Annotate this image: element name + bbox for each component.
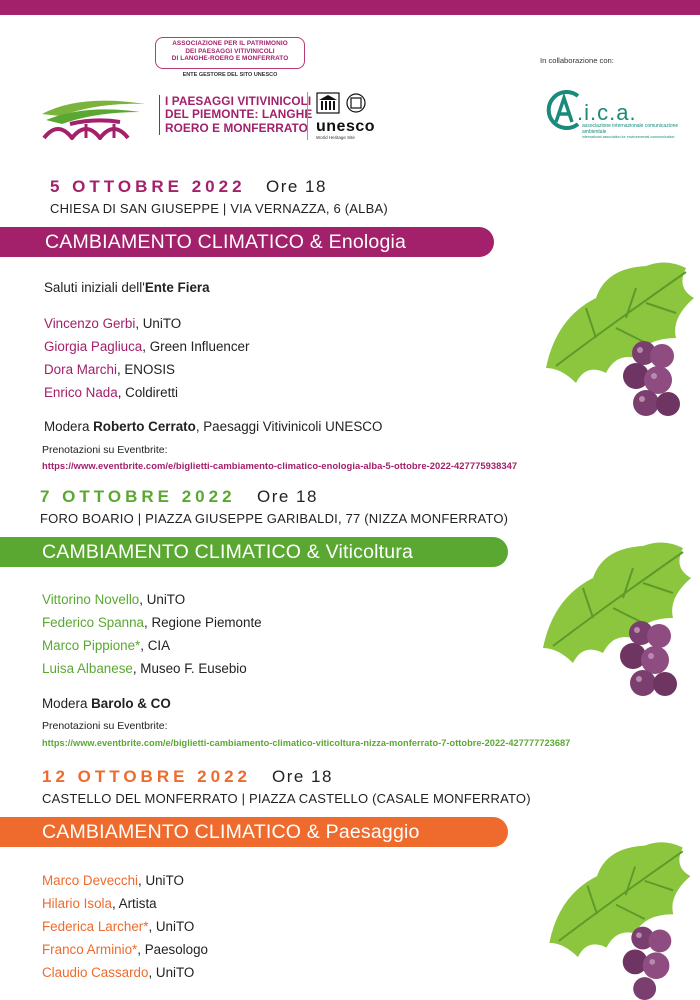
event-2-speaker — [42, 592, 185, 607]
grape-leaf-icon — [536, 838, 698, 1000]
speaker-affiliation: , UniTO — [139, 592, 186, 607]
speaker-name: Vincenzo Gerbi — [44, 316, 136, 331]
speaker-affiliation: , Museo F. Eusebio — [132, 661, 247, 676]
assoc-line-1: ASSOCIAZIONE PER IL PATRIMONIO — [172, 40, 288, 47]
event-3-title-band: CAMBIAMENTO CLIMATICO & Paesaggio — [0, 817, 508, 847]
event-1-speaker — [44, 339, 249, 354]
event-2-booking-link[interactable]: https://www.eventbrite.com/e/biglietti-cambiamento-climatico-viticoltura-nizza-monferrato-7-ottobre-2022-427777723687 — [42, 738, 571, 748]
top-color-bar — [0, 0, 700, 15]
speaker-affiliation: , Green Influencer — [142, 339, 250, 354]
speaker-name: Federico Spanna — [42, 615, 144, 630]
moderator-prefix: Modera — [42, 696, 92, 711]
event-3-speaker — [42, 919, 194, 934]
hills-logo-icon — [40, 94, 150, 140]
speaker-name: Giorgia Pagliuca — [44, 339, 143, 354]
speaker-name: Enrico Nada — [44, 385, 118, 400]
assoc-line-2: DEI PAESAGGI VITIVINICOLI — [185, 47, 275, 55]
event-2-speaker — [42, 638, 170, 653]
speaker-name: Franco Arminio* — [42, 942, 138, 957]
paesaggi-line-3: ROERO E MONFERRATO — [165, 120, 308, 135]
event-2-moderator — [42, 696, 171, 711]
speaker-affiliation: , Regione Piemonte — [144, 615, 262, 630]
event-1-intro — [44, 280, 210, 295]
speaker-affiliation: , CIA — [140, 638, 171, 653]
moderator-name: Barolo & CO — [91, 696, 171, 711]
event-1-moderator — [44, 419, 382, 434]
assoc-line-3: DI LANGHE-ROERO E MONFERRATO — [171, 55, 289, 63]
speaker-name: Federica Larcher* — [42, 919, 149, 934]
moderator-prefix: Modera — [44, 419, 94, 434]
event-3-place: CASTELLO DEL MONFERRATO | PIAZZA CASTELLO (CASALE MONFERRATO) — [42, 791, 531, 806]
aica-sub-line: associazione internazionale comunicazione ambientale — [582, 123, 679, 135]
speaker-affiliation: , Paesologo — [137, 942, 208, 957]
assoc-subtitle: ENTE GESTORE DEL SITO UNESCO — [182, 72, 278, 78]
intro-prefix: Saluti iniziali dell' — [44, 280, 145, 295]
speaker-affiliation: , ENOSIS — [116, 362, 175, 377]
association-logo — [155, 37, 305, 69]
event-1-title-band: CAMBIAMENTO CLIMATICO & Enologia — [0, 227, 494, 257]
event-3-speaker — [42, 965, 194, 980]
event-3-speaker — [42, 896, 157, 911]
event-2-title-band: CAMBIAMENTO CLIMATICO & Viticoltura — [0, 537, 508, 567]
event-2-booking-label: Prenotazioni su Eventbrite: — [42, 720, 168, 732]
event-3-speaker — [42, 942, 208, 957]
speaker-affiliation: , UniTO — [148, 919, 195, 934]
speaker-affiliation: , UniTO — [138, 873, 184, 888]
aica-subtitle — [582, 124, 682, 141]
moderator-name: Roberto Cerrato — [93, 419, 196, 434]
speaker-name: Marco Pippione* — [42, 638, 141, 653]
speaker-name: Claudio Cassardo — [42, 965, 149, 980]
event-2-place: FORO BOARIO | PIAZZA GIUSEPPE GARIBALDI, 77 (NIZZA MONFERRATO) — [40, 511, 509, 526]
event-1-speaker — [44, 385, 178, 400]
paesaggi-line-2: DEL PIEMONTE: LANGHE — [165, 107, 313, 122]
speaker-affiliation: , UniTO — [135, 316, 182, 331]
speaker-name: Hilario Isola — [42, 896, 112, 911]
paesaggi-title — [159, 95, 312, 135]
event-3-speaker — [42, 873, 184, 888]
speaker-name: Marco Devecchi — [42, 873, 138, 888]
speaker-affiliation: , UniTO — [148, 965, 195, 980]
unesco-logo — [307, 92, 387, 140]
event-1-speaker — [44, 362, 175, 377]
grape-leaf-icon — [536, 258, 698, 428]
event-3-date: 12 OTTOBRE 2022 — [42, 767, 251, 786]
speaker-name: Dora Marchi — [44, 362, 117, 377]
speaker-name: Vittorino Novello — [42, 592, 140, 607]
intro-bold: Ente Fiera — [144, 280, 210, 295]
aica-wordmark: .i.c.a. — [577, 100, 637, 125]
moderator-suffix: , Paesaggi Vitivinicoli UNESCO — [195, 419, 383, 434]
unesco-wordmark: unesco — [316, 118, 376, 135]
event-1-date: 5 OTTOBRE 2022 — [50, 177, 246, 196]
event-3-hour: Ore 18 — [272, 767, 333, 786]
event-1-booking-link[interactable]: https://www.eventbrite.com/e/biglietti-cambiamento-climatico-enologia-alba-5-ottobre-2022-427775938347 — [42, 460, 518, 471]
aica-tagline: international association for environmental communication — [582, 135, 675, 140]
event-1-booking-label: Prenotazioni su Eventbrite: — [42, 444, 168, 456]
event-2-hour: Ore 18 — [257, 487, 318, 506]
speaker-name: Luisa Albanese — [42, 661, 133, 676]
event-2-date: 7 OTTOBRE 2022 — [40, 487, 236, 506]
speaker-affiliation: , Artista — [111, 896, 157, 911]
event-2-speaker — [42, 615, 262, 630]
paesaggi-line-1: I PAESAGGI VITIVINICOLI — [165, 94, 312, 108]
event-1-speaker — [44, 316, 181, 331]
collaboration-label: In collaborazione con: — [540, 56, 614, 65]
unesco-subtitle: World Heritage Site — [316, 135, 355, 140]
unesco-emblem-icon — [316, 92, 372, 114]
event-1-place: CHIESA DI SAN GIUSEPPE | VIA VERNAZZA, 6 (ALBA) — [50, 201, 388, 216]
event-1-hour: Ore 18 — [266, 177, 327, 196]
grape-leaf-icon — [530, 538, 698, 708]
speaker-affiliation: , Coldiretti — [117, 385, 178, 400]
event-2-speaker — [42, 661, 247, 676]
